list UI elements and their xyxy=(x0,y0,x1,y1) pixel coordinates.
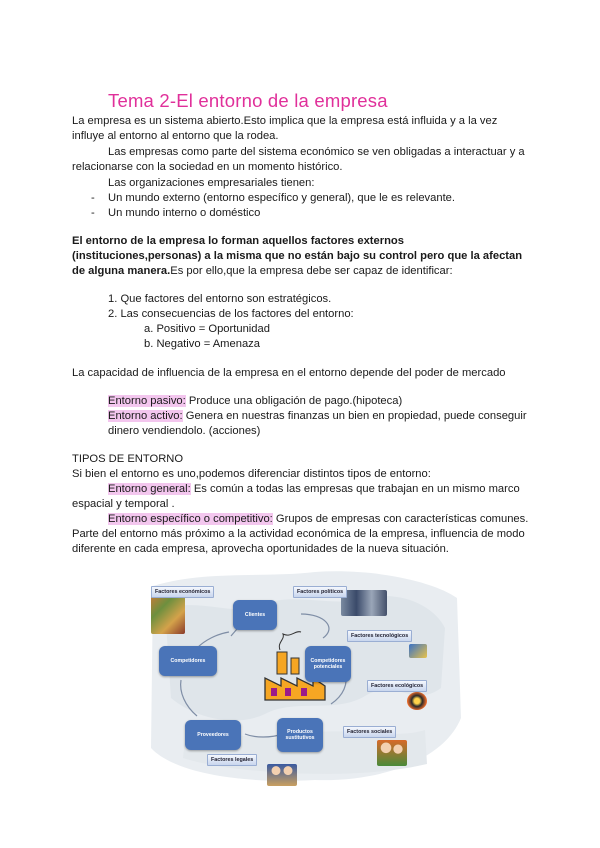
entorno-general-term: Entorno general: xyxy=(108,483,191,495)
entorno-activo-line-2: dinero vendiendolo. (acciones) xyxy=(108,425,261,437)
entorno-especifico-term: Entorno específico o competitivo: xyxy=(108,513,273,525)
list-item-2: 2. Las consecuencias de los factores del entorno: xyxy=(108,308,354,320)
list-subitem-a: a. Positivo = Oportunidad xyxy=(144,323,270,335)
entorno-especifico xyxy=(108,512,528,526)
tipos-line-5: diferente en cada empresa, aprovecha oportunidades de la nueva situación. xyxy=(72,543,449,555)
definition-line-3 xyxy=(72,264,453,278)
node-proveedores: Proveedores xyxy=(185,720,241,750)
entorno-general xyxy=(108,482,520,496)
entorno-diagram xyxy=(145,568,463,786)
factores-tecnologicos-label: Factores tecnológicos xyxy=(347,630,412,642)
ecology-picture-icon xyxy=(407,692,427,710)
entorno-especifico-text: Grupos de empresas con características comunes. xyxy=(272,513,529,525)
page-title: Tema 2-El entorno de la empresa xyxy=(108,90,388,111)
entorno-general-text: Es común a todas las empresas que trabajan en un mismo marco xyxy=(190,483,520,495)
capacity-text: La capacidad de influencia de la empresa en el entorno depende del poder de mercado xyxy=(72,367,506,379)
definition-bold: de alguna manera. xyxy=(72,265,171,277)
entorno-pasivo xyxy=(108,394,402,408)
intro-line-1: La empresa es un sistema abierto.Esto implica que la empresa está influida y a la vez xyxy=(72,115,498,127)
social-picture-icon xyxy=(377,740,407,766)
definition-line-1: El entorno de la empresa lo forman aquellos factores externos xyxy=(72,235,404,247)
factores-sociales-label: Factores sociales xyxy=(343,726,396,738)
entorno-pasivo-text: Produce una obligación de pago.(hipoteca) xyxy=(185,395,403,407)
technology-picture-icon xyxy=(409,644,427,658)
factores-economicos-label: Factores económicos xyxy=(151,586,214,598)
bullet-dash: - xyxy=(91,207,95,219)
diagram-background xyxy=(145,568,463,786)
definition-rest: Es por ello,que la empresa debe ser capaz de identificar: xyxy=(170,265,453,277)
node-competidores-potenciales: Competidores potenciales xyxy=(305,646,351,682)
bullet-item-2: Un mundo interno o doméstico xyxy=(108,207,261,219)
factores-ecologicos-label: Factores ecológicos xyxy=(367,680,427,692)
factores-politicos-label: Factores políticos xyxy=(293,586,347,598)
tipos-line-1: Si bien el entorno es uno,podemos diferenciar distintos tipos de entorno: xyxy=(72,468,431,480)
intro-line-4: relacionarse con la sociedad en un momento histórico. xyxy=(72,161,343,173)
intro-line-3: Las empresas como parte del sistema económico se ven obligadas a interactuar y a xyxy=(108,146,525,158)
legal-picture-icon xyxy=(267,764,297,786)
list-item-1: 1. Que factores del entorno son estratégicos. xyxy=(108,293,332,305)
intro-line-5: Las organizaciones empresariales tienen: xyxy=(108,177,315,189)
intro-line-2: influye al entorno al entorno que la rodea. xyxy=(72,130,279,142)
entorno-activo xyxy=(108,409,527,423)
entorno-activo-text: Genera en nuestras finanzas un bien en propiedad, puede conseguir xyxy=(182,410,527,422)
entorno-activo-term: Entorno activo: xyxy=(108,410,183,422)
definition-line-2: (instituciones,personas) a la misma que no están bajo su control pero que la afectan xyxy=(72,250,523,262)
node-competidores: Competidores xyxy=(159,646,217,676)
entorno-pasivo-term: Entorno pasivo: xyxy=(108,395,186,407)
entorno-general-line-2: espacial y temporal . xyxy=(72,498,175,510)
tipos-heading: TIPOS DE ENTORNO xyxy=(72,453,184,465)
tipos-line-4: Parte del entorno más próximo a la actividad económica de la empresa, influencia de modo xyxy=(72,528,525,540)
politics-picture-icon xyxy=(341,590,387,616)
factores-legales-label: Factores legales xyxy=(207,754,257,766)
list-subitem-b: b. Negativo = Amenaza xyxy=(144,338,260,350)
node-clientes: Clientes xyxy=(233,600,277,630)
bullet-item-1: Un mundo externo (entorno específico y general), que le es relevante. xyxy=(108,192,456,204)
economic-picture-icon xyxy=(151,594,185,634)
node-productos-sustitutivos: Productos sustitutivos xyxy=(277,718,323,752)
bullet-dash: - xyxy=(91,192,95,204)
